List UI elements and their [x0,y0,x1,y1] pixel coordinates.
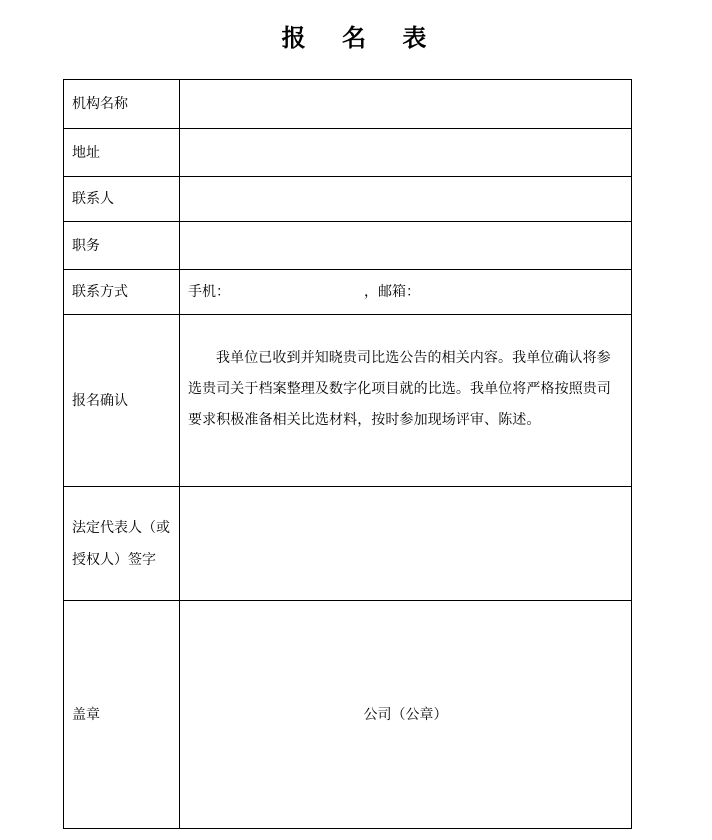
page-title: 报 名 表 [281,23,441,52]
legal-rep-line2: 授权人）签字 [72,551,156,568]
label-registration-confirm: 报名确认 [64,315,180,487]
seal-text: 公司（公章） [363,706,448,723]
label-org-name: 机构名称 [64,80,180,129]
org-name-field[interactable] [180,80,632,129]
table-row [64,601,632,829]
label-seal: 盖章 [64,601,180,829]
seal-field[interactable] [180,601,632,829]
table-row [64,315,632,487]
label-contact-method: 联系方式 [64,270,180,315]
table-row [64,80,632,129]
label-address: 地址 [64,129,180,177]
label-legal-representative [64,487,180,601]
phone-label: 手机： [188,284,230,300]
table-row [64,487,632,601]
confirm-statement: 我单位已收到并知晓贵司比选公告的相关内容。我单位确认将参选贵司关于档案整理及数字化项目就的比选。我单位将严格按照贵司要求积极准备相关比选材料，按时参加现场评审、陈述。 [188,350,611,428]
table-row [64,222,632,270]
signature-field[interactable] [180,487,632,601]
table-row [64,270,632,315]
legal-rep-line1: 法定代表人（或 [72,519,170,536]
address-field[interactable] [180,129,632,177]
contact-method-field[interactable] [180,270,632,315]
email-label: ，邮箱： [364,284,420,300]
registration-form-table [63,79,632,829]
label-position: 职务 [64,222,180,270]
contact-person-field[interactable] [180,177,632,222]
table-row [64,177,632,222]
position-field[interactable] [180,222,632,270]
label-contact-person: 联系人 [64,177,180,222]
table-row [64,129,632,177]
registration-confirm-cell [180,315,632,487]
